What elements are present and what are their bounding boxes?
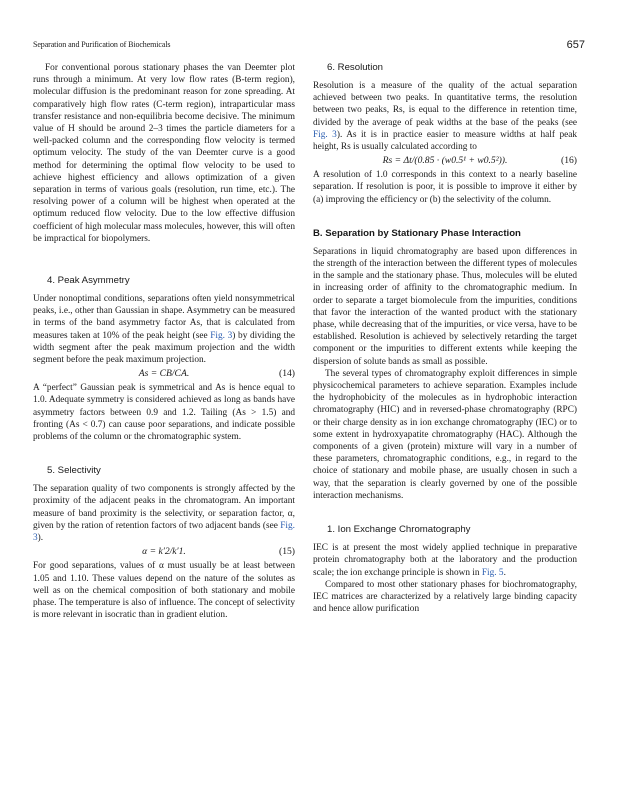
heading-stationary-phase-interaction: B. Separation by Stationary Phase Interaction xyxy=(313,227,521,239)
equation-16-number: (16) xyxy=(561,155,577,167)
paragraph-separations-lc: Separations in liquid chromatography are based upon differences in the strength of the interaction between the different types of molecules in the sample and the stationary phase. Thus, molecules will be eluted in increasing order of affinity to the chromatographic medium. In order to separate a target biomolecule from the impurities, conditions that favor the interaction of the wanted product with the stationary phase, while decreasing that of the impurities, or vice versa, have to be established. Resolution is achieved by selectively retarding the target component or the impurities to different extents while keeping the dispersion of solute bands as small as possible. xyxy=(313,246,577,367)
equation-16 xyxy=(313,153,577,169)
paragraph-asymmetry: Under nonoptimal conditions, separations often yield nonsymmetrical peaks, i.e., other than Gaussian in shape. Asymmetry can be measured in terms of the band asymmetry factor As, that is calculated from measures taken at 10% of the peak height (see Fig. 3) by dividing the width segment after the peak maximum projection and the width segment before the peak maximum projection. xyxy=(33,294,296,366)
heading-peak-asymmetry: 4. Peak Asymmetry xyxy=(47,275,130,287)
paragraph-good-separations: For good separations, values of α must usually be at least between 1.05 and 1.10. These values depend on the nature of the solutes as well as on the chemical composition of both stationary and mobile phase. The temperature is also of influence. The concept of selectivity is more relevant in isocratic than in gradient elution. xyxy=(33,561,295,621)
paragraph-selectivity: The separation quality of two components is strongly affected by the proximity of the adjacent peaks in the chromatogram. An important measure of band proximity is the selectivity, or separation factor, α, given by the ration of retention factors of two adjacent bands (see Fig. 3). xyxy=(33,484,295,544)
fig3-link-2[interactable]: Fig. 3 xyxy=(33,520,295,544)
page-number: 657 xyxy=(566,39,585,51)
paragraph-baseline: A resolution of 1.0 corresponds in this context to a nearly baseline separation. If resolution is poor, it is possible to improve it either by (a) improving the efficiency or (b) the selectivity of the column. xyxy=(313,170,577,205)
heading-selectivity: 5. Selectivity xyxy=(47,465,101,477)
paragraph-gaussian: A “perfect” Gaussian peak is symmetrical and As is hence equal to 1.0. Adequate symmetry is considered achieved as long as bands have asymmetry factors between 0.9 and 1.2. Tailing (As > 1.5) and fronting (As < 0.7) can cause poor separations, and indicate possible problems of the column or the chromatographic system. xyxy=(33,383,295,443)
fig3-link-3[interactable]: Fig. 3 xyxy=(313,129,337,140)
running-head: Separation and Purification of Biochemicals xyxy=(33,40,171,49)
paragraph-van-deemter: For conventional porous stationary phases the van Deemter plot runs through a minimum. At very low flow rates (B-term region), molecular diffusion is the predominant reason for zone spreading. At comparatively high flow rates (C-term region), intraparticular mass transfer resistance and non-equilibria become decisive. The minimum value of H should be around 2–3 times the particle diameters for a well-packed column and the corresponding flow velocity is termed optimum velocity. The study of the van Deemter curve is a good method for determining the optimal flow velocity to be used to achieve highest efficiency and allows optimization of a given separation in terms of various goals (resolution, run time, etc.). The resolving power of a column will be highest when operated at the optimum reduced flow velocity. Due to the low effective diffusion coefficient of high molecular mass molecules, however, this will often be impractical for biopolymers. xyxy=(33,63,295,244)
equation-14-body: As = CB/CA. xyxy=(138,368,190,380)
right-column xyxy=(313,62,577,615)
equation-15-number: (15) xyxy=(279,546,295,558)
fig3-link[interactable]: Fig. 3 xyxy=(210,330,233,341)
fig5-link[interactable]: Fig. 5 xyxy=(481,567,504,578)
paragraph-iec-matrices: Compared to most other stationary phases for biochromatography, IEC matrices are characterized by a relatively large binding capacity and hence allow purification xyxy=(313,579,577,615)
paragraph-resolution: Resolution is a measure of the quality of the actual separation achieved between two peaks. In quantitative terms, the resolution between two peaks, Rs, is equal to the difference in retention time, divided by the average of peak widths at the base of the peaks (see Fig. 3). As it is in practice easier to measure widths at half peak height, Rs is usually calculated according to xyxy=(313,81,577,153)
heading-resolution: 6. Resolution xyxy=(327,62,383,73)
paragraph-types-chromatography: The several types of chromatography exploit differences in simple physicochemical parameters to achieve separation. Examples include the hydrophobicity of the molecules as in hydrophobic interaction chromatography (HIC) and in reversed-phase chromatography (RPC) or their charge density as in ion exchange chromatography (IEC) or to some extent in hydroxyapatite chromatography (HAC). Although the components of a given (protein) mixture will vary in a number of these parameters, chromatographic conditions, e.g., in regard to the choice of stationary and mobile phase, are usually chosen in such a way, that the separation is clearly governed by one of the possible interaction mechanisms. xyxy=(313,368,577,501)
left-column xyxy=(33,62,295,621)
equation-15 xyxy=(33,544,295,560)
heading-ion-exchange: 1. Ion Exchange Chromatography xyxy=(327,524,471,536)
page-header xyxy=(33,40,585,54)
equation-14 xyxy=(33,366,295,382)
paragraph-iec: IEC is at present the most widely applied technique in preparative protein chromatography both at the laboratory and the production scale; the ion exchange principle is shown in Fig. 5. xyxy=(313,543,577,578)
equation-14-number: (14) xyxy=(279,368,295,380)
equation-15-body: α = k′2/k′1. xyxy=(142,546,186,558)
equation-16-body: Rs = Δt/(0.85 · (w0.5¹ + w0.5²)). xyxy=(382,155,508,167)
